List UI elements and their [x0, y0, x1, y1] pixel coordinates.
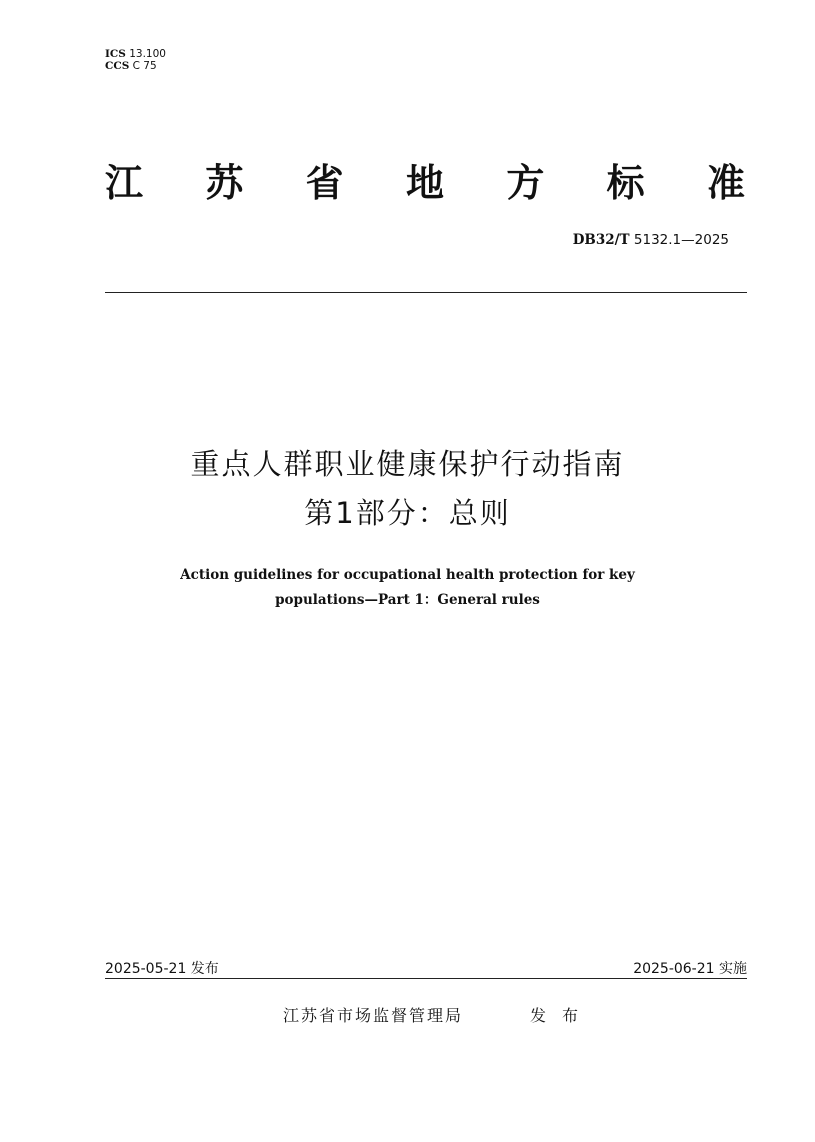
- release-date: 2025-05-21 发布: [105, 961, 219, 977]
- standard-type-char: 标: [606, 161, 645, 205]
- header-divider: [105, 292, 747, 293]
- standard-type-char: 方: [506, 161, 545, 205]
- title-en-line1: Action guidelines for occupational health protection for key: [180, 567, 635, 583]
- standard-type-char: 省: [305, 161, 344, 205]
- standard-type-char: 准: [706, 161, 745, 205]
- standard-type-heading: [105, 160, 745, 206]
- ccs-value: C 75: [132, 60, 157, 72]
- ccs-label: CCS: [105, 60, 130, 72]
- standard-number-value: 5132.1—2025: [633, 232, 729, 248]
- standard-type-char: 苏: [205, 161, 244, 205]
- title-cn-line2: 第1部分：总则: [304, 496, 511, 530]
- standard-type-char: 地: [405, 161, 444, 205]
- ccs-code: [105, 60, 166, 72]
- issuer-action: 发布: [530, 1006, 595, 1025]
- ics-value: 13.100: [129, 48, 166, 60]
- issuer-name: 江苏省市场监督管理局: [283, 1006, 464, 1025]
- standard-number-prefix: DB32/T: [572, 232, 630, 248]
- ics-code: [105, 48, 166, 60]
- title-en-line2: populations—Part 1：General rules: [275, 592, 540, 608]
- footer-divider: [105, 978, 747, 979]
- standard-type-char: 江: [105, 161, 144, 205]
- title-cn-line1: 重点人群职业健康保护行动指南: [190, 447, 625, 481]
- implementation-date: 2025-06-21 实施: [633, 961, 747, 977]
- classification-codes: [105, 48, 166, 72]
- standard-number: [573, 232, 729, 248]
- ics-label: ICS: [105, 48, 126, 60]
